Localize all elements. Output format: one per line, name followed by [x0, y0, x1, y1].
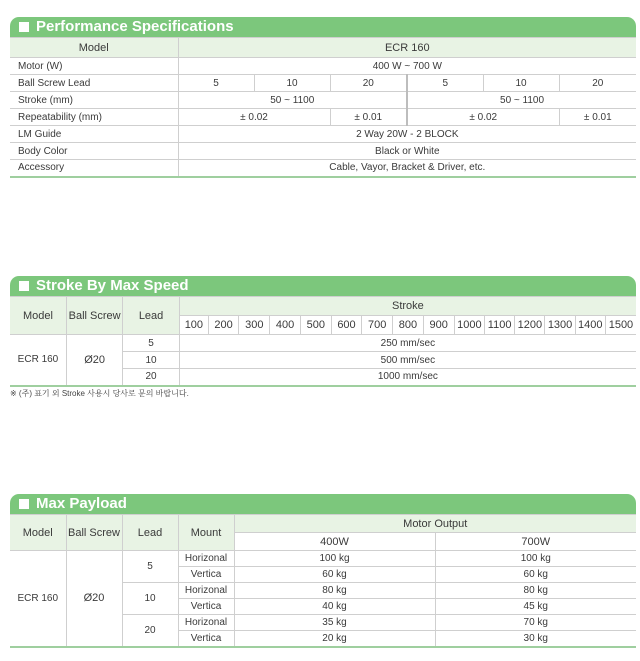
- col-model: Model: [10, 297, 66, 335]
- section-title: Stroke By Max Speed: [36, 277, 189, 294]
- lead-cell: 5: [123, 335, 179, 352]
- header-value: ECR 160: [178, 38, 636, 58]
- col-stroke: Stroke: [179, 297, 636, 316]
- mount-cell: Vertica: [178, 599, 234, 615]
- stroke-value: 1500: [605, 316, 636, 335]
- stroke-cell: 50 ~ 1100: [178, 92, 407, 109]
- lead-cell: 20: [330, 75, 407, 92]
- stroke-value: 1000: [454, 316, 484, 335]
- row-value: Cable, Vayor, Bracket & Driver, etc.: [178, 160, 636, 177]
- payload-700w-cell: 80 kg: [435, 583, 636, 599]
- repeat-cell: ± 0.02: [407, 109, 559, 126]
- stroke-by-max-speed-header: [10, 276, 636, 296]
- repeat-cell: ± 0.01: [330, 109, 407, 126]
- lead-cell: 10: [483, 75, 559, 92]
- payload-400w-cell: 100 kg: [234, 551, 435, 567]
- row-label: LM Guide: [10, 126, 178, 143]
- section-title: Performance Specifications: [36, 18, 234, 35]
- table-row: [10, 75, 636, 92]
- col-lead: Lead: [122, 515, 178, 551]
- stroke-by-max-speed-section: [10, 276, 636, 387]
- square-bullet-icon: [19, 22, 29, 32]
- lead-cell: 5: [178, 75, 254, 92]
- row-label: Stroke (mm): [10, 92, 178, 109]
- stroke-value: 1300: [545, 316, 575, 335]
- stroke-value: 100: [179, 316, 208, 335]
- lead-cell: 20: [123, 369, 179, 386]
- row-label: Motor (W): [10, 58, 178, 75]
- square-bullet-icon: [19, 281, 29, 291]
- repeat-cell: ± 0.01: [559, 109, 636, 126]
- col-mount: Mount: [178, 515, 234, 551]
- table-row: [10, 92, 636, 109]
- payload-700w-cell: 30 kg: [435, 631, 636, 647]
- section-title: Max Payload: [36, 495, 127, 512]
- performance-specifications-table: [10, 37, 636, 178]
- lead-cell: 5: [407, 75, 483, 92]
- payload-400w-cell: 35 kg: [234, 615, 435, 631]
- lead-cell: 20: [122, 615, 178, 647]
- col-lead: Lead: [123, 297, 179, 335]
- stroke-value: 700: [362, 316, 393, 335]
- model-cell: ECR 160: [10, 551, 66, 647]
- speed-cell: 250 mm/sec: [179, 335, 636, 352]
- row-label: Body Color: [10, 143, 178, 160]
- max-payload-table: [10, 514, 636, 648]
- table-header-row: [10, 515, 636, 533]
- payload-700w-cell: 100 kg: [435, 551, 636, 567]
- table-header-row: [10, 38, 636, 58]
- row-value: 2 Way 20W - 2 BLOCK: [178, 126, 636, 143]
- stroke-footnote: ※ (주) 표기 외 Stroke 사용시 당사로 문의 바랍니다.: [10, 389, 189, 398]
- lead-cell: 10: [122, 583, 178, 615]
- stroke-value: 400: [270, 316, 300, 335]
- stroke-value: 900: [423, 316, 454, 335]
- max-payload-header: [10, 494, 636, 514]
- stroke-value: 800: [393, 316, 423, 335]
- ball-screw-cell: Ø20: [66, 551, 122, 647]
- payload-400w-cell: 60 kg: [234, 567, 435, 583]
- table-row: [10, 335, 636, 352]
- table-row: [10, 126, 636, 143]
- max-payload-section: [10, 494, 636, 648]
- mount-cell: Horizonal: [178, 551, 234, 567]
- mount-cell: Horizonal: [178, 615, 234, 631]
- col-400w: 400W: [234, 533, 435, 551]
- ball-screw-cell: Ø20: [66, 335, 122, 386]
- stroke-value: 300: [239, 316, 270, 335]
- payload-700w-cell: 45 kg: [435, 599, 636, 615]
- row-value: 400 W ~ 700 W: [178, 58, 636, 75]
- payload-400w-cell: 20 kg: [234, 631, 435, 647]
- mount-cell: Vertica: [178, 631, 234, 647]
- stroke-value: 600: [331, 316, 361, 335]
- square-bullet-icon: [19, 499, 29, 509]
- row-label: Repeatability (mm): [10, 109, 178, 126]
- col-motor-output: Motor Output: [234, 515, 636, 533]
- stroke-value: 1100: [485, 316, 515, 335]
- repeat-cell: ± 0.02: [178, 109, 330, 126]
- performance-specifications-header: [10, 17, 636, 37]
- col-model: Model: [10, 515, 66, 551]
- model-cell: ECR 160: [10, 335, 66, 386]
- col-ball-screw: Ball Screw: [66, 297, 122, 335]
- lead-cell: 10: [123, 352, 179, 369]
- col-ball-screw: Ball Screw: [66, 515, 122, 551]
- stroke-value: 200: [208, 316, 238, 335]
- payload-400w-cell: 80 kg: [234, 583, 435, 599]
- stroke-speed-table: [10, 296, 636, 387]
- table-header-row: [10, 297, 636, 316]
- mount-cell: Vertica: [178, 567, 234, 583]
- lead-cell: 5: [122, 551, 178, 583]
- speed-cell: 1000 mm/sec: [179, 369, 636, 386]
- payload-700w-cell: 70 kg: [435, 615, 636, 631]
- table-row: [10, 143, 636, 160]
- row-label: Ball Screw Lead: [10, 75, 178, 92]
- performance-specifications-section: [10, 17, 636, 178]
- payload-400w-cell: 40 kg: [234, 599, 435, 615]
- stroke-cell: 50 ~ 1100: [407, 92, 636, 109]
- row-label: Accessory: [10, 160, 178, 177]
- table-row: [10, 58, 636, 75]
- payload-700w-cell: 60 kg: [435, 567, 636, 583]
- row-value: Black or White: [178, 143, 636, 160]
- lead-cell: 20: [559, 75, 636, 92]
- stroke-value: 1200: [515, 316, 545, 335]
- table-row: [10, 160, 636, 177]
- lead-cell: 10: [254, 75, 330, 92]
- stroke-value: 500: [300, 316, 331, 335]
- col-700w: 700W: [435, 533, 636, 551]
- speed-cell: 500 mm/sec: [179, 352, 636, 369]
- stroke-value: 1400: [575, 316, 605, 335]
- mount-cell: Horizonal: [178, 583, 234, 599]
- table-row: [10, 551, 636, 567]
- header-label: Model: [10, 38, 178, 58]
- table-row: [10, 109, 636, 126]
